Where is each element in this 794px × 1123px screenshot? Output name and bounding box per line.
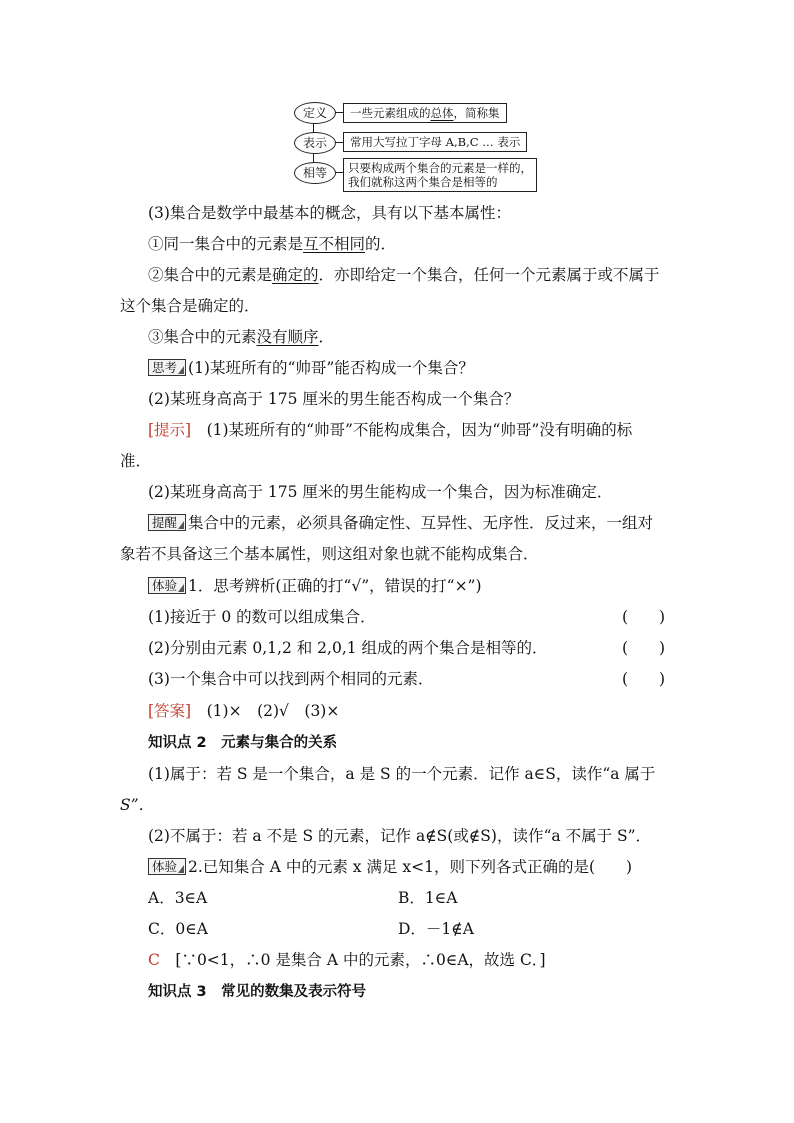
- p1-prefix: ①同一集合中的元素是: [148, 235, 304, 253]
- exercise2-tag: 体验: [148, 858, 186, 875]
- exercise2-solution-text: [∵0<1，∴0 是集合 A 中的元素，∴0∈A，故选 C．]: [175, 951, 546, 969]
- exercise1-blank-3: ( ): [622, 670, 666, 688]
- section-heading-point2: 知识点 2 元素与集合的关系: [148, 735, 338, 751]
- set-concept-diagram: [288, 100, 538, 194]
- reminder-cont: 象若不具备这三个基本属性，则这组对象也就不能构成集合．: [120, 545, 539, 563]
- think-question-2: (2)某班身高高于 175 厘米的男生能否构成一个集合？: [148, 390, 520, 408]
- representation-box: 常用大写拉丁字母 A,B,C … 表示: [343, 132, 527, 152]
- exercise2-question: [148, 856, 632, 878]
- think-hint-1: [148, 419, 632, 441]
- definition-suffix: ，简称集: [453, 106, 500, 120]
- definition-text: 一些元素组成的: [350, 106, 431, 120]
- belong-definition: (1)属于：若 S 是一个集合，a 是 S 的一个元素．记作 a∈S，读作“a 属于: [148, 765, 656, 783]
- representation-oval: 表示: [294, 132, 336, 154]
- think-tag: 思考: [148, 359, 186, 376]
- exercise1-title: [148, 575, 482, 597]
- option-d: D．－1∉A: [398, 920, 474, 938]
- think-q1-text: (1)某班所有的“帅哥”能否构成一个集合？: [188, 359, 474, 377]
- equality-box: [343, 158, 537, 192]
- definition-underlined: 总体: [430, 106, 454, 120]
- exercise1-tag: 体验: [148, 577, 186, 594]
- equality-connector: [335, 172, 343, 173]
- p2-underlined: 确定的: [272, 266, 319, 284]
- option-c: C．0∈A: [148, 920, 208, 938]
- exercise2-solution: [148, 949, 546, 971]
- option-b: B．1∈A: [398, 889, 458, 907]
- property-2: [148, 264, 660, 286]
- equality-oval: 相等: [294, 162, 336, 184]
- definition-oval: 定义: [294, 102, 336, 124]
- belong-definition-cont: S”．: [120, 796, 155, 814]
- equality-line2: 我们就称这两个集合是相等的: [348, 175, 498, 189]
- properties-intro: (3)集合是数学中最基本的概念，具有以下基本属性：: [148, 204, 511, 222]
- p1-suffix: 的．: [365, 235, 397, 253]
- definition-box: [343, 103, 507, 123]
- exercise1-blank-1: ( ): [622, 608, 666, 626]
- answer-tag: [答案]: [148, 702, 192, 720]
- property-2-cont: 这个集合是确定的．: [120, 297, 260, 315]
- think-hint-2: (2)某班身高高于 175 厘米的男生能构成一个集合，因为标准确定．: [148, 483, 613, 501]
- representation-connector: [335, 142, 343, 143]
- exercise1-item-1: (1)接近于 0 的数可以组成集合．: [148, 608, 376, 626]
- p3-suffix: ．: [318, 328, 335, 346]
- property-1: [148, 233, 396, 255]
- definition-connector: [335, 112, 343, 113]
- p1-underlined: 互不相同: [303, 235, 366, 253]
- hint-a1-text: (1)某班所有的“帅哥”不能构成集合，因为“帅哥”没有明确的标: [206, 421, 633, 439]
- exercise2-answer-letter: C: [148, 951, 160, 969]
- notbelong-definition: (2)不属于：若 a 不是 S 的元素，记作 a∉S(或∉S)，读作“a 不属于 S”．: [148, 827, 652, 845]
- exercise1-item-2: (2)分别由元素 0,1,2 和 2,0,1 组成的两个集合是相等的．: [148, 639, 548, 657]
- p2-prefix: ②集合中的元素是: [148, 266, 273, 284]
- exercise1-item-3: (3)一个集合中可以找到两个相同的元素．: [148, 670, 434, 688]
- answer-text: (1)× (2)√ (3)×: [206, 702, 340, 720]
- option-a: A．3∈A: [148, 889, 208, 907]
- exercise1-blank-2: ( ): [622, 639, 666, 657]
- exercise2-question-text: 2.已知集合 A 中的元素 x 满足 x<1，则下列各式正确的是( ): [188, 858, 633, 876]
- exercise1-answer: [148, 700, 339, 722]
- think-question-1: [148, 357, 474, 379]
- reminder: [148, 512, 653, 534]
- hint-tag: [提示]: [148, 421, 192, 439]
- property-3: [148, 326, 334, 348]
- reminder-tag: 提醒: [148, 514, 186, 531]
- equality-line1: 只要构成两个集合的元素是一样的，: [348, 161, 532, 175]
- p3-underlined: 没有顺序: [256, 328, 319, 346]
- p3-prefix: ③集合中的元素: [148, 328, 257, 346]
- reminder-text: 集合中的元素，必须具备确定性、互异性、无序性．反过来，一组对: [188, 514, 654, 532]
- section-heading-point3: 知识点 3 常见的数集及表示符号: [148, 984, 367, 1000]
- p2-suffix: ．亦即给定一个集合，任何一个元素属于或不属于: [318, 266, 660, 284]
- think-hint-1-cont: 准．: [120, 452, 152, 470]
- exercise1-title-text: 1．思考辨析(正确的打“√”，错误的打“×”): [188, 577, 482, 595]
